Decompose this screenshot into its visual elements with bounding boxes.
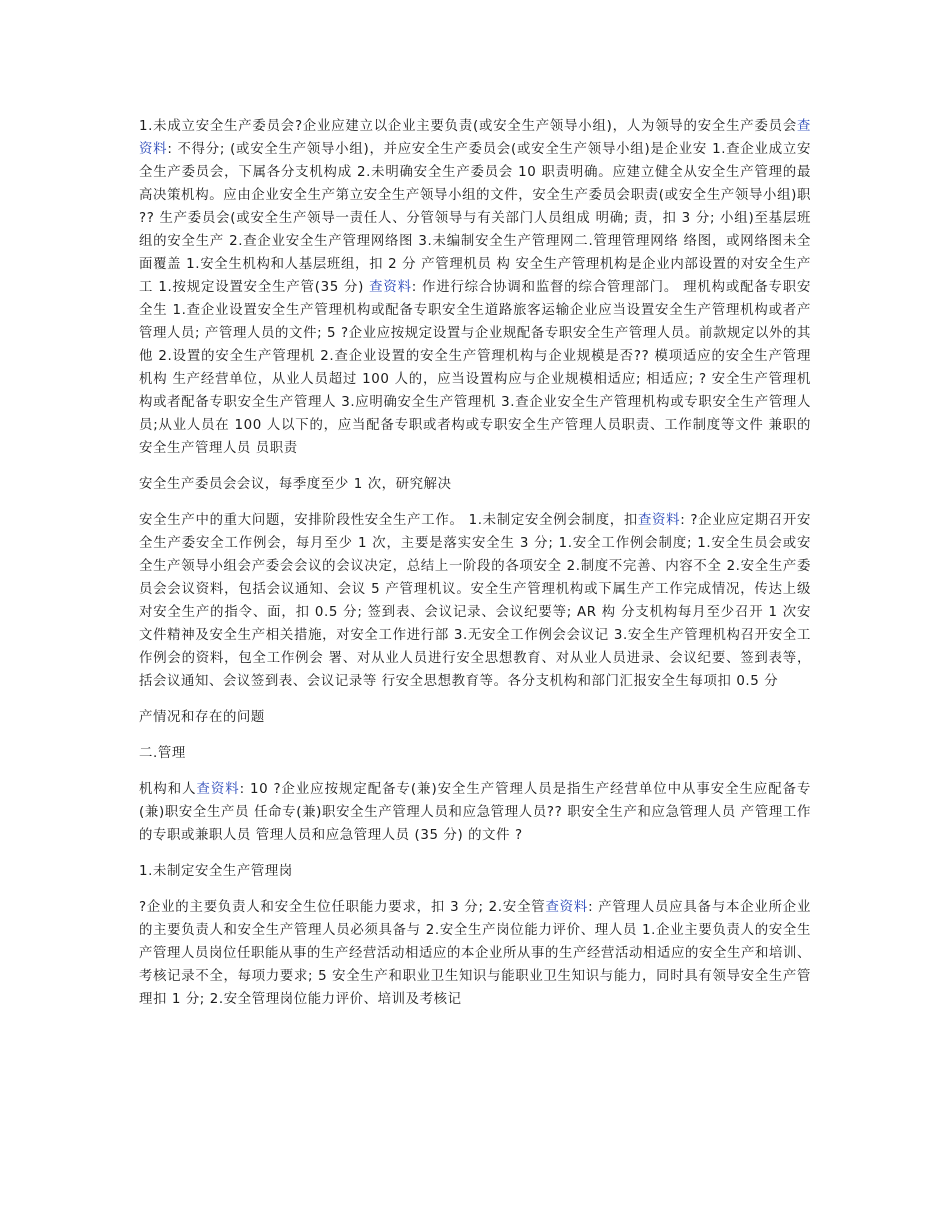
paragraph (139, 115, 811, 460)
paragraph (139, 473, 811, 496)
paragraph-text: ?企业的主要负责人和安全生位任职能力要求，扣 3 分; 2.安全管 (139, 900, 546, 915)
paragraph-text: : 不得分; (或安全生产领导小组)，并应安全生产委员会(或安全生产领导小组)是企业安 1.查企业成立安全生产委员会，下属各分支机构成 2.未明确安全生产委员会 10 职责明确。应建立健全从安全生产管理的最高决策机构。应由企业安全生产第立安全生产领导小组的文件，安全生产委员会职责(或安全生产领导小组)职 ?? 生产委员会(或安全生产领导一责任人、分管领导与有关部门人员组成 明确; 责，扣 3 分; 小组)至基层班组的安全生产 2.查企业安全生产管理网络图 3.未编制安全生产管理网二.管理管理网络 络图，或网络图未全面覆盖 1.安全生机构和人基层班组，扣 2 分 产管理机员 构 安全生产管理机构是企业内部设置的对安全生产工 1.按规定设置安全生产管(35 分) (139, 142, 812, 295)
paragraph-text: 产情况和存在的问题 (139, 710, 265, 725)
paragraph-text: : 作进行综合协调和监督的综合管理部门。 理机构或配备专职安全生 1.查企业设置安全生产管理机构或配备专职安全生道路旅客运输企业应当设置安全生产管理机构或者产管理人员; 产管理人员的文件; 5 ?企业应按规定设置与企业规配备专职安全生产管理人员。前款规定以外的其他 2.设置的安全生产管理机 2.查企业设置的安全生产管理机构与企业规模是否?? 模项适应的安全生产管理机构 生产经营单位，从业人员超过 100 人的，应当设置构应与企业规模相适应; 相适应; ? 安全生产管理机构或者配备专职安全生产管理人 3.应明确安全生产管理机 3.查企业安全生产管理机构或专职安全生产管理人员;从业人员在 100 人以下的，应当配备专职或者构或专职安全生产管理人员职责、工作制度等文件 兼职的安全生产管理人员 员职责 (139, 280, 811, 456)
paragraph-text: : ?企业应定期召开安全生产委安全工作例会，每月至少 1 次，主要是落实安全生 3 分; 1.安全工作例会制度; 1.安全生员会或安全生产领导小组会产委会会议的会议决定，总结上一阶段的各项安全 2.制度不完善、内容不全 2.安全生产委员会会议资料，包括会议通知、会议 5 产管理机议。安全生产管理机构或下属生产工作完成情况，传达上级对安全生产的指令、面，扣 0.5 分; 签到表、会议记录、会议纪要等; AR 构 分支机构每月至少召开 1 次安文件精神及安全生产相关措施，对安全工作进行部 3.无安全工作例会会议记 3.安全生产管理机构召开安全工作例会的资料，包全工作例会 署、对从业人员进行安全思想教育、对从业人员进录、会议纪要、签到表等，括会议通知、会议签到表、会议记录等 行安全思想教育等。各分支机构和部门汇报安全生每项扣 0.5 分 (139, 513, 811, 689)
paragraph-text: 安全生产中的重大问题，安排阶段性安全生产工作。 1.未制定安全例会制度，扣 (139, 513, 638, 528)
lookup-link[interactable]: 查资料 (139, 119, 811, 157)
paragraph-text: : 产管理人员应具备与本企业所企业的主要负责人和安全生产管理人员必须具备与 2.安全生产岗位能力评价、理人员 1.企业主要负责人的安全生产管理人员岗位任职能从事的生产经营活动相适应的本企业所从事的生产经营活动相适应的安全生产和培训、考核记录不全，每项力要求; 5 安全生产和职业卫生知识与能职业卫生知识与能力，同时具有领导安全生产管理扣 1 分; 2.安全管理岗位能力评价、培训及考核记 (139, 900, 811, 1007)
paragraph (139, 778, 811, 847)
paragraph-text: : 10 ?企业应按规定配备专(兼)安全生产管理人员是指生产经营单位中从事安全生应配备专(兼)职安全生产员 任命专(兼)职安全生产管理人员和应急管理人员?? 职安全生产和应急管理人员 产管理工作的专职或兼职人员 管理人员和应急管理人员 (35 分) 的文件 ? (139, 782, 811, 843)
paragraph-text: 1.未制定安全生产管理岗 (139, 864, 293, 879)
paragraph-text: 安全生产委员会会议，每季度至少 1 次，研究解决 (139, 477, 452, 492)
lookup-link[interactable]: 查资料 (545, 900, 589, 915)
paragraph (139, 860, 811, 883)
paragraph (139, 742, 811, 765)
lookup-link[interactable]: 查资料 (637, 513, 681, 528)
lookup-link[interactable]: 查资料 (196, 782, 240, 797)
paragraph-text: 机构和人 (139, 782, 197, 797)
paragraph (139, 706, 811, 729)
paragraph-text: 二.管理 (139, 746, 186, 761)
paragraph (139, 896, 811, 1011)
paragraph (139, 509, 811, 693)
document-page (139, 115, 811, 1024)
paragraph-text: 1.未成立安全生产委员会?企业应建立以企业主要负责(或安全生产领导小组)，人为领导的安全生产委员会 (139, 119, 797, 134)
lookup-link[interactable]: 查资料 (369, 280, 412, 295)
